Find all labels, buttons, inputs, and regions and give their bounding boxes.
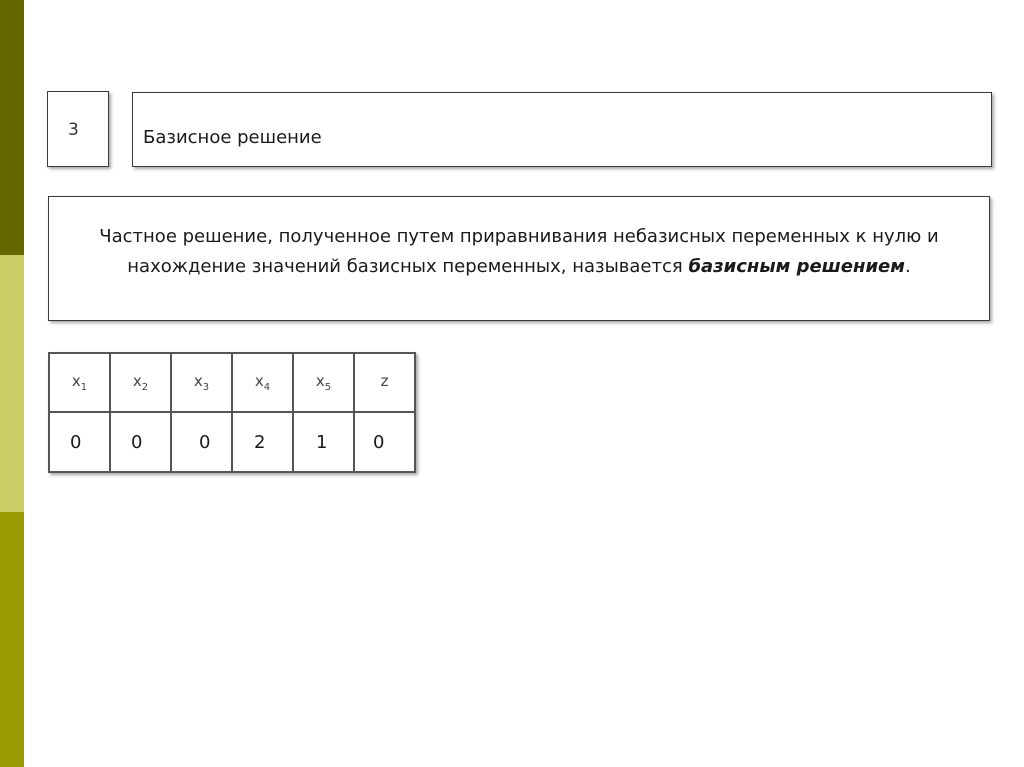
section-title: Базисное решение [143,127,322,148]
header-cell: $x_2$ [110,353,171,412]
value-cell: 1 [293,412,354,472]
table-header-row [49,353,415,412]
value-cell: 0 [354,412,415,472]
value-cell: 0 [171,412,232,472]
header-cell: $x_3$ [171,353,232,412]
header-cell: $x_4$ [232,353,293,412]
definition-body: Частное решение, полученное путем приравнивания небазисных переменных к нулю и нахождение значений базисных переменных, называется [99,226,939,277]
definition-box [48,196,990,321]
header-cell: z [354,353,415,412]
variables-table [48,352,416,473]
value-cell: 0 [110,412,171,472]
definition-term: базисным решением [688,256,905,277]
side-decoration-bar [0,0,24,767]
side-bar-bottom-segment [0,512,24,767]
title-box [132,92,992,167]
side-bar-middle-segment [0,255,24,512]
definition-text [69,222,969,282]
header-cell: $x_5$ [293,353,354,412]
header-cell: $x_1$ [49,353,110,412]
value-cell: 2 [232,412,293,472]
table-row [49,412,415,472]
number-box [47,91,109,167]
definition-end: . [904,256,911,277]
side-bar-top-segment [0,0,24,255]
value-cell: 0 [49,412,110,472]
slide-number: 3 [68,120,79,140]
